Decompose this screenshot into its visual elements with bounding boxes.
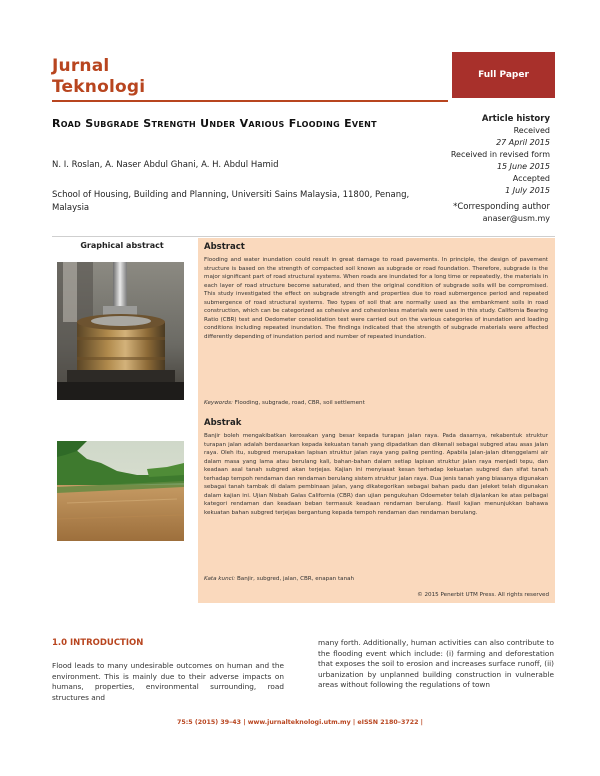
journal-name-line1: Jurnal xyxy=(52,56,110,76)
keywords-value: Flooding, subgrade, road, CBR, soil settlement xyxy=(234,400,365,406)
journal-title xyxy=(52,56,145,98)
article-history xyxy=(451,113,550,225)
footer-citation: 75:5 (2015) 39–43 | www.jurnalteknologi.utm.my | eISSN 2180–3722 | xyxy=(177,719,423,726)
paper-title: Road Subgrade Strength Under Various Flooding Event xyxy=(52,117,377,130)
kata-kunci-label: Kata kunci xyxy=(204,576,234,582)
introduction-left-column: Flood leads to many undesirable outcomes on human and the environment. This is mainly due to their adverse impacts on humans, properties, environmental surrounding, road structures and xyxy=(52,661,284,702)
abstract-text: Flooding and water inundation could result in great damage to road pavements. In principle, the design of pavement structure is based on the strength of compacted soil known as subgrade or road foundation. Therefore, subgrade is the major significant part of road structural systems. When roads are inundated for a long time or repeatedly, the materials in each layer of road structure become saturated, and then the original condition of subgrade soils will be compromised. This study investigated the effect on subgrade strength and properties due to road submergence period and repeated submergence of road structural systems. Two types of soil that are normally used as the embankment soils in road construction, which can be categorized as cohesive and cohesionless materials were used in this study. California Bearing Ratio (CBR) test and Oedometer consolidation test were carried out on the various categories of inundation and loading conditions including repeated inundation. The findings indicated that the strength of subgrade materials were affected differently depending of inundation period and number of repeated inundation. xyxy=(204,257,548,340)
keywords-label: Keywords xyxy=(204,400,231,406)
paper-authors: N. I. Roslan, A. Naser Abdul Ghani, A. H. Abdul Hamid xyxy=(52,160,279,170)
abstrak-text: Banjir boleh mengakibatkan kerosakan yang besar kepada turapan jalan raya. Pada dasarnya, rekabentuk struktur turapan jalan adalah berdasarkan kepada kekuatan tanah yang dipadatkan dan dikenali sebagai subgred atau asas jalan raya. Oleh itu, subgred merupakan lapisan struktur jalan raya yang paling penting. Apabila jalan-jalan ditenggelami air dalam masa yang lama atau berulang kali, bahan-bahan dalam setiap lapisan struktur jalan raya menjadi tepu, dan keadaan asal tanah subgred akan terjejas. Kajian ini menyiasat kesan terhadap kekuatan subgred dan sifat tanah terhadap tempoh rendaman dan rendaman berulang sistem struktur jalan raya. Dua jenis tanah yang biasanya digunakan sebagai tanah tambak di dalam pembinaan jalan, yang dikategorikan sebagai bahan padu dan jeleket telah digunakan dalam kajian ini. Ujian Nisbah Galas California (CBR) dan ujian pengukuhan Odoemeter telah dijalankan ke atas pelbagai kategori rendaman dan keadaan beban termasuk keadaan rendaman berulang. Hasil kajian menunjukkan bahawa kekuatan bahan subgred terjejas bergantung kepada tempoh rendaman dan rendaman berulang. xyxy=(204,433,548,516)
copyright-notice: © 2015 Penerbit UTM Press. All rights reserved xyxy=(417,592,549,598)
journal-name-line2: Teknologi xyxy=(52,77,146,97)
journal-header-rule xyxy=(52,100,448,102)
revised-date: 15 June 2015 xyxy=(496,162,550,171)
introduction-heading: 1.0 INTRODUCTION xyxy=(52,638,144,648)
kata-kunci-value: Banjir, subgred, jalan, CBR, enapan tanah xyxy=(236,576,355,582)
paper-affiliation: School of Housing, Building and Planning, Universiti Sains Malaysia, 11800, Penang, Malaysia xyxy=(52,190,410,213)
accepted-label: Accepted xyxy=(512,174,550,183)
section-divider xyxy=(52,236,555,237)
article-history-heading: Article history xyxy=(481,114,550,124)
received-date: 27 April 2015 xyxy=(496,138,550,147)
revised-label: Received in revised form xyxy=(450,150,550,159)
abstrak-heading: Abstrak xyxy=(204,418,242,428)
introduction-right-column: many forth. Additionally, human activities can also contribute to the flooding event which include: (i) farming and deforestation that exposes the soil to erosion and increases surface runoff, (ii) urbanization by unplanned building construction in vulnerable areas without following the regulations of town xyxy=(318,638,554,689)
graphical-abstract-label: Graphical abstract xyxy=(80,241,164,250)
abstract-keywords: Keywords: Flooding, subgrade, road, CBR, soil settlement xyxy=(204,400,365,406)
corresponding-author-label: *Corresponding author xyxy=(453,202,550,212)
cbr-test-photo xyxy=(57,262,184,400)
full-paper-badge: Full Paper xyxy=(452,52,555,98)
abstract-heading: Abstract xyxy=(204,242,245,252)
corresponding-author-email[interactable]: anaser@usm.my xyxy=(482,214,550,223)
accepted-date: 1 July 2015 xyxy=(505,186,550,195)
received-label: Received xyxy=(513,126,550,135)
abstract-box xyxy=(198,238,555,603)
flooded-road-photo xyxy=(57,441,184,541)
abstrak-keywords: Kata kunci: Banjir, subgred, jalan, CBR, enapan tanah xyxy=(204,576,355,582)
